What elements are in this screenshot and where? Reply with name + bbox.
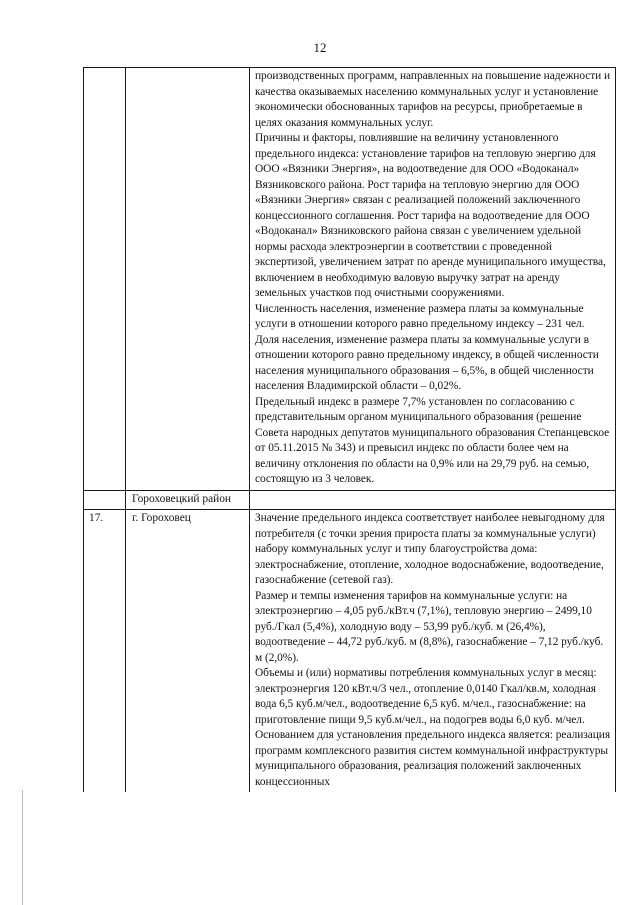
description-paragraph: Объемы и (или) нормативы потребления коммунальных услуг в месяц: электроэнергия 120 кВт.ч/3 чел., отопление 0,0140 Гкал/кв.м, холодная вода 6,5 куб.м/чел., водоотведение 6,5 куб. м/чел., газоснабжение: на приготовление пищи 9,5 куб.м/чел., на подогрев воды 6,0 куб. м/чел. (255, 667, 597, 726)
description-paragraph: Размер и темпы изменения тарифов на коммунальные услуги: на электроэнергию – 4,05 руб./кВт.ч (7,1%), тепловую энергию – 2499,10 руб./Гкал (5,4%), холодную воду – 53,99 руб./куб. м (26,4%), водоотведение – 44,72 руб./куб. м (8,8%), газоснабжение – 7,12 руб./куб. м (2,0%). (255, 589, 604, 664)
row-number-cell (84, 490, 126, 510)
row-number-cell: 17. (84, 510, 126, 793)
row-number-cell (84, 68, 126, 491)
description-paragraph: Основанием для установления предельного индекса является: реализация программ комплексного развития систем коммунальной инфраструктуры муниципального образования, реализация положений заключенных концессионных (255, 729, 611, 788)
description-paragraph: Причины и факторы, повлиявшие на величину установленного предельного индекса: установление тарифов на тепловую энергию для ООО «Вязники Энергия», на водоотведение для ООО «Водоканал» Вязниковского района. Рост тарифа на тепловую энергию для ООО «Вязники Энергия» связан с реализацией положений заключенного концессионного соглашения. Рост тарифа на водоотведение для ООО «Водоканал» Вязниковского района связан с увеличением удельной нормы расхода электроэнергии в соответствии с проведенной экспертизой, увеличением затрат по аренде муниципального имущества, включением в необходимую валовую выручку затрат на аренду земельных участков под очистными сооружениями. (255, 132, 606, 299)
table-row (84, 490, 616, 510)
table-row (84, 510, 616, 793)
description-paragraph: производственных программ, направленных на повышение надежности и качества оказываемых населению коммунальных услуг и установление экономически обоснованных тарифов на ресурсы, приобретаемые в целях оказания коммунальных услуг. (255, 70, 611, 129)
description-paragraph: Доля населения, изменение размера платы за коммунальные услуги в отношении которого равно предельному индексу, в общей численности населения муниципального образования – 6,5%, в общей численности населения Владимирской области – 0,02%. (255, 333, 599, 392)
district-heading-cell: Гороховецкий район (126, 490, 250, 510)
page-number: 12 (313, 40, 327, 55)
description-cell (250, 68, 616, 491)
index-table (83, 67, 616, 792)
description-paragraph: Значение предельного индекса соответствует наиболее невыгодному для потребителя (с точки зрения прироста платы за коммунальные услуги) набору коммунальных услуг и типу благоустройства дома: электроснабжение, отопление, холодное водоснабжение, водоотведение, газоснабжение (сетевой газ). (255, 512, 605, 586)
description-paragraph: Численность населения, изменение размера платы за коммунальные услуги в отношении которого равно предельному индексу – 231 чел. (255, 302, 585, 330)
scan-edge-line (22, 790, 23, 905)
description-paragraph: Предельный индекс в размере 7,7% установлен по согласованию с представительным органом муниципального образования (решение Совета народных депутатов муниципального образования Степанцевское от 05.11.2015 № 343) и превысил индекс по области более чем на величину отклонения по области на 0,9% или на 29,79 руб. на семью, состоящую из 3 человек. (255, 395, 610, 485)
municipality-cell (126, 68, 250, 491)
description-cell (250, 510, 616, 793)
table-row (84, 68, 616, 491)
description-cell (250, 490, 616, 510)
municipality-cell: г. Гороховец (126, 510, 250, 793)
